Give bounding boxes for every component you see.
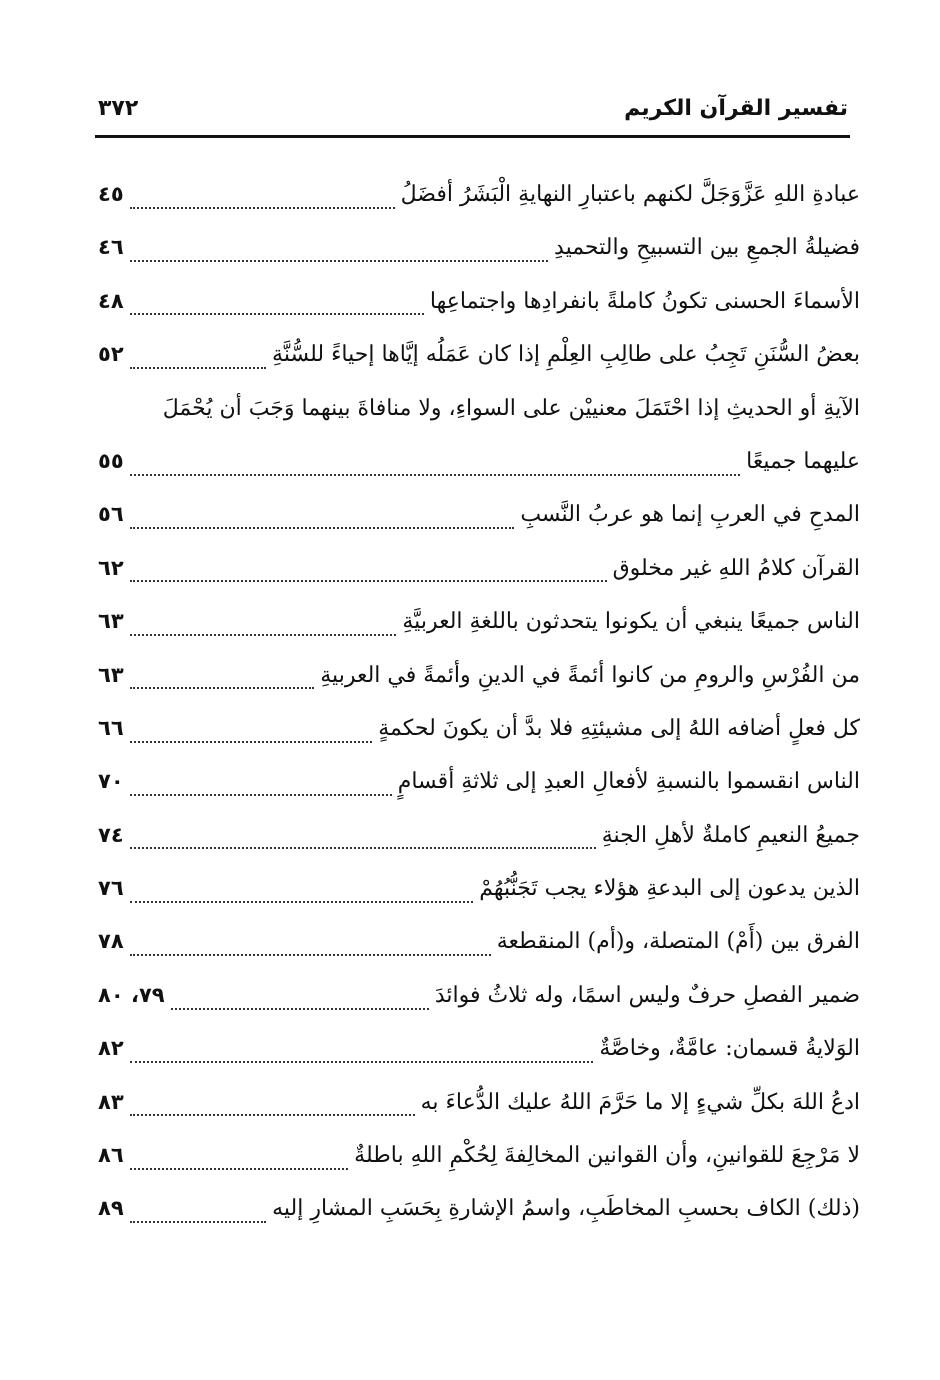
toc-entry-title: لا مَرْجِعَ للقوانينِ، وأن القوانين المخالِفةَ لِحُكْمِ اللهِ باطلةٌ [354, 1143, 860, 1169]
toc-entry-title: الأسماءَ الحسنى تكونُ كاملةً بانفرادِها واجتماعِها [429, 288, 860, 314]
dot-leader [130, 353, 266, 369]
toc-entry-page: ٥٢ [98, 342, 124, 367]
toc-entry-title: كل فعلٍ أضافه اللهُ إلى مشيئتِهِ فلا بدَّ أن يكونَ لحكمةٍ [378, 715, 860, 741]
dot-leader [130, 566, 607, 582]
toc-entry-title: الذين يدعون إلى البدعةِ هؤلاء يجب تَجَنُّبُهُمْ [479, 876, 860, 902]
dot-leader [130, 1207, 266, 1223]
toc-entry-title: فضيلةُ الجمعِ بين التسبيحِ والتحميدِ [554, 235, 860, 261]
dot-leader [130, 1154, 349, 1170]
toc-entry [98, 221, 860, 274]
toc-entry-page: ٦٣ [98, 609, 124, 634]
toc-entry-title: بعضُ السُّنَنِ تَجِبُ على طالِبِ العِلْمِ إذا كان عَمَلُه إيَّاها إحياءً للسُّنَّةِ [272, 342, 860, 368]
toc-entry-page: ٨٢ [98, 1036, 124, 1061]
toc-entry [98, 488, 860, 541]
header-rule [95, 135, 850, 138]
toc-entry-page: ٧٠ [98, 769, 124, 794]
toc-entry [98, 862, 860, 915]
toc-entry-page: ٦٢ [98, 555, 124, 580]
toc-entry [98, 1022, 860, 1075]
toc-entry [98, 542, 860, 595]
toc-entry [98, 1129, 860, 1182]
toc-entry-page: ٨٩ [98, 1196, 124, 1221]
toc-entry [98, 275, 860, 328]
toc-entry [98, 595, 860, 648]
table-of-contents [98, 168, 860, 1236]
toc-entry-title: الوَلايةُ قسمان: عامَّةٌ، وخاصَّةٌ [599, 1036, 860, 1062]
toc-entry-title: الناس انقسموا بالنسبةِ لأفعالِ العبدِ إلى ثلاثةِ أقسامٍ [397, 769, 860, 795]
book-title: تفسير القرآن الكريم [624, 96, 848, 121]
dot-leader [130, 940, 491, 956]
toc-entry-page: ٨٣ [98, 1089, 124, 1114]
toc-entry-page: ٤٨ [98, 288, 124, 313]
dot-leader [130, 833, 596, 849]
toc-entry [98, 1182, 860, 1235]
toc-entry-title: من الفُرْسِ والرومِ من كانوا أئمةً في الدينِ وأئمةً في العربيةِ [320, 662, 860, 688]
toc-entry-title: ادعُ اللهَ بكلِّ شيءٍ إلا ما حَرَّمَ اللهُ عليك الدُّعاءَ به [420, 1089, 860, 1115]
dot-leader [130, 460, 740, 476]
toc-entry [98, 809, 860, 862]
toc-entry-page: ٥٦ [98, 502, 124, 527]
dot-leader [130, 193, 395, 209]
dot-leader [130, 780, 392, 796]
toc-entry-title: المدحِ في العربِ إنما هو عربُ النَّسبِ [520, 502, 860, 528]
toc-entry-page: ٨٦ [98, 1143, 124, 1168]
dot-leader [130, 513, 515, 529]
dot-leader [130, 887, 474, 903]
toc-entry [98, 969, 860, 1022]
toc-entry [98, 328, 860, 381]
toc-entry-page: ٤٥ [98, 182, 124, 206]
dot-leader [130, 620, 397, 636]
toc-entry-page: ٧٩، ٨٠ [98, 982, 165, 1007]
toc-entry-page: ٥٥ [98, 448, 124, 473]
dot-leader [130, 246, 548, 262]
toc-entry [98, 382, 860, 435]
page-number: ٣٧٢ [98, 96, 139, 121]
dot-leader [130, 673, 315, 689]
toc-entry [98, 168, 860, 221]
toc-entry-title: عليهما جميعًا [746, 448, 860, 474]
toc-entry-page: ٧٦ [98, 876, 124, 901]
toc-entry [98, 649, 860, 702]
toc-entry-page: ٦٦ [98, 715, 124, 740]
dot-leader [130, 1100, 415, 1116]
toc-entry-title: جميعُ النعيمِ كاملةٌ لأهلِ الجنةِ [601, 822, 860, 848]
dot-leader [130, 299, 424, 315]
toc-entry-title: القرآن كلامُ اللهِ غير مخلوق [612, 555, 860, 581]
toc-entry [98, 915, 860, 968]
dot-leader [130, 1047, 594, 1063]
toc-entry-title: (ذلك) الكاف بحسبِ المخاطَبِ، واسمُ الإشارةِ بِحَسَبِ المشارِ إليه [272, 1196, 860, 1222]
toc-entry-title: الفرق بين (أَمْ) المتصلة، و(أم) المنقطعة [496, 929, 860, 955]
toc-entry-title: الآيةِ أو الحديثِ إذا احْتَمَلَ معنييْن على السواءِ، ولا منافاةَ بينهما وَجَبَ أن يُحْمَلَ [162, 395, 860, 421]
running-header [98, 92, 848, 132]
toc-entry-title: الناس جميعًا ينبغي أن يكونوا يتحدثون باللغةِ العربيَّةِ [402, 609, 860, 635]
toc-entry-page: ٤٦ [98, 235, 124, 260]
toc-entry [98, 702, 860, 755]
dot-leader [171, 994, 429, 1010]
toc-entry [98, 755, 860, 808]
toc-entry [98, 1076, 860, 1129]
dot-leader [130, 727, 373, 743]
toc-entry-title: عبادةِ اللهِ عَزَّوَجَلَّ لكنهم باعتبارِ النهايةِ الْبَشَرُ أفضَلُ [400, 182, 860, 207]
toc-entry-page: ٧٤ [98, 822, 124, 847]
toc-entry [98, 435, 860, 488]
toc-entry-page: ٧٨ [98, 929, 124, 954]
toc-entry-page: ٦٣ [98, 662, 124, 687]
toc-entry-title: ضمير الفصلِ حرفٌ وليس اسمًا، وله ثلاثُ فوائدَ [434, 982, 860, 1008]
